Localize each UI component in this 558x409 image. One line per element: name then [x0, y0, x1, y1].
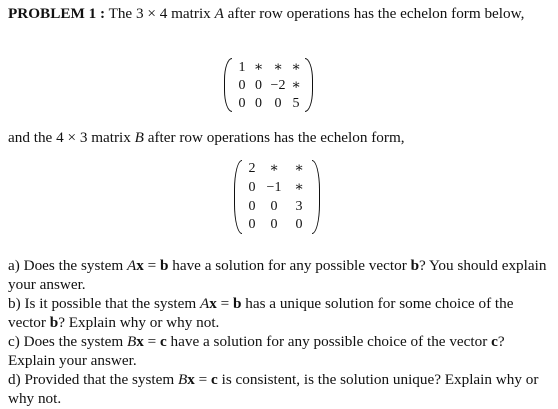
math-vector: c — [160, 333, 167, 350]
question-text: ? Explain why or why not. — [58, 314, 220, 331]
question-c — [8, 332, 553, 370]
matrix-entry: 1 — [238, 60, 246, 75]
intro-text-1: The 3 × 4 matrix — [108, 5, 215, 22]
question-text: b) Is it possible that the system — [8, 295, 200, 312]
matrix-entry: 3 — [295, 198, 303, 214]
matrix-b-intro — [8, 128, 553, 147]
question-text: = — [216, 295, 233, 312]
matrix-entry: 0 — [238, 96, 246, 111]
intro-matrix-var: A — [214, 5, 224, 22]
math-var: B — [126, 333, 137, 350]
mid-matrix-var: B — [134, 129, 144, 146]
matrix-entry: 0 — [255, 96, 262, 111]
math-vector: b — [160, 257, 169, 274]
problem-heading: PROBLEM 1 : — [8, 5, 106, 22]
math-var: A — [199, 295, 210, 312]
math-vector: x — [209, 295, 217, 312]
question-text: has a unique solution for some choice of the vector — [8, 295, 514, 331]
matrix-entry: 0 — [295, 217, 303, 233]
matrix-entry: ∗ — [291, 60, 301, 75]
matrix-entry: ∗ — [273, 60, 283, 75]
question-text: ? Explain your answer. — [8, 333, 505, 369]
mid-text-1: and the 4 × 3 matrix — [8, 129, 135, 146]
matrix-entry: −2 — [270, 78, 286, 93]
matrix-a-entries — [232, 59, 305, 112]
question-a — [8, 256, 553, 294]
math-vector: c — [491, 333, 498, 350]
math-vector: x — [136, 257, 144, 274]
problem-intro — [8, 4, 553, 23]
math-vector: b — [49, 314, 59, 331]
mid-text-2: after row operations has the echelon form, — [143, 129, 405, 146]
question-text: have a solution for any possible choice of the vector — [166, 333, 492, 350]
matrix-entry: 0 — [248, 217, 256, 233]
left-parenthesis — [224, 58, 232, 112]
matrix-entry: 0 — [255, 78, 262, 93]
question-b — [8, 294, 553, 332]
question-text: = — [143, 257, 160, 274]
right-parenthesis — [312, 160, 320, 234]
question-text: have a solution for any possible vector — [168, 257, 411, 274]
matrix-entry: 5 — [292, 96, 300, 111]
math-vector: c — [211, 371, 218, 388]
matrix-entry: 0 — [274, 96, 282, 111]
matrix-entry: ∗ — [253, 60, 264, 75]
question-text: ? You should explain your answer. — [8, 257, 547, 293]
matrix-a — [224, 58, 313, 112]
question-list — [8, 256, 553, 408]
matrix-entry: ∗ — [294, 161, 304, 176]
question-text: = — [143, 333, 160, 350]
matrix-b-entries — [242, 160, 312, 234]
matrix-entry: ∗ — [294, 179, 304, 195]
matrix-entry: 0 — [248, 179, 256, 195]
matrix-entry: 2 — [248, 161, 256, 176]
math-vector: b — [232, 295, 242, 312]
matrix-entry: 0 — [238, 78, 246, 93]
matrix-b — [234, 160, 320, 234]
matrix-entry: 0 — [270, 217, 278, 233]
matrix-entry: ∗ — [269, 161, 279, 176]
math-vector: x — [136, 333, 144, 350]
right-parenthesis — [305, 58, 313, 112]
question-text: is consistent, is the solution unique? Explain why or why not. — [8, 371, 539, 407]
matrix-entry: 0 — [248, 198, 256, 214]
math-var: B — [178, 371, 188, 388]
intro-text-2: after row operations has the echelon form below, — [223, 5, 525, 22]
math-vector: x — [187, 371, 195, 388]
math-var: A — [126, 257, 137, 274]
question-text: d) Provided that the system — [8, 371, 178, 388]
matrix-entry: −1 — [266, 179, 282, 195]
math-vector: b — [410, 257, 420, 274]
question-d — [8, 370, 553, 408]
question-text: a) Does the system — [8, 257, 127, 274]
matrix-entry: 0 — [270, 198, 278, 214]
matrix-entry: ∗ — [291, 78, 301, 93]
question-text: c) Does the system — [8, 333, 127, 350]
question-text: = — [194, 371, 212, 388]
left-parenthesis — [234, 160, 242, 234]
